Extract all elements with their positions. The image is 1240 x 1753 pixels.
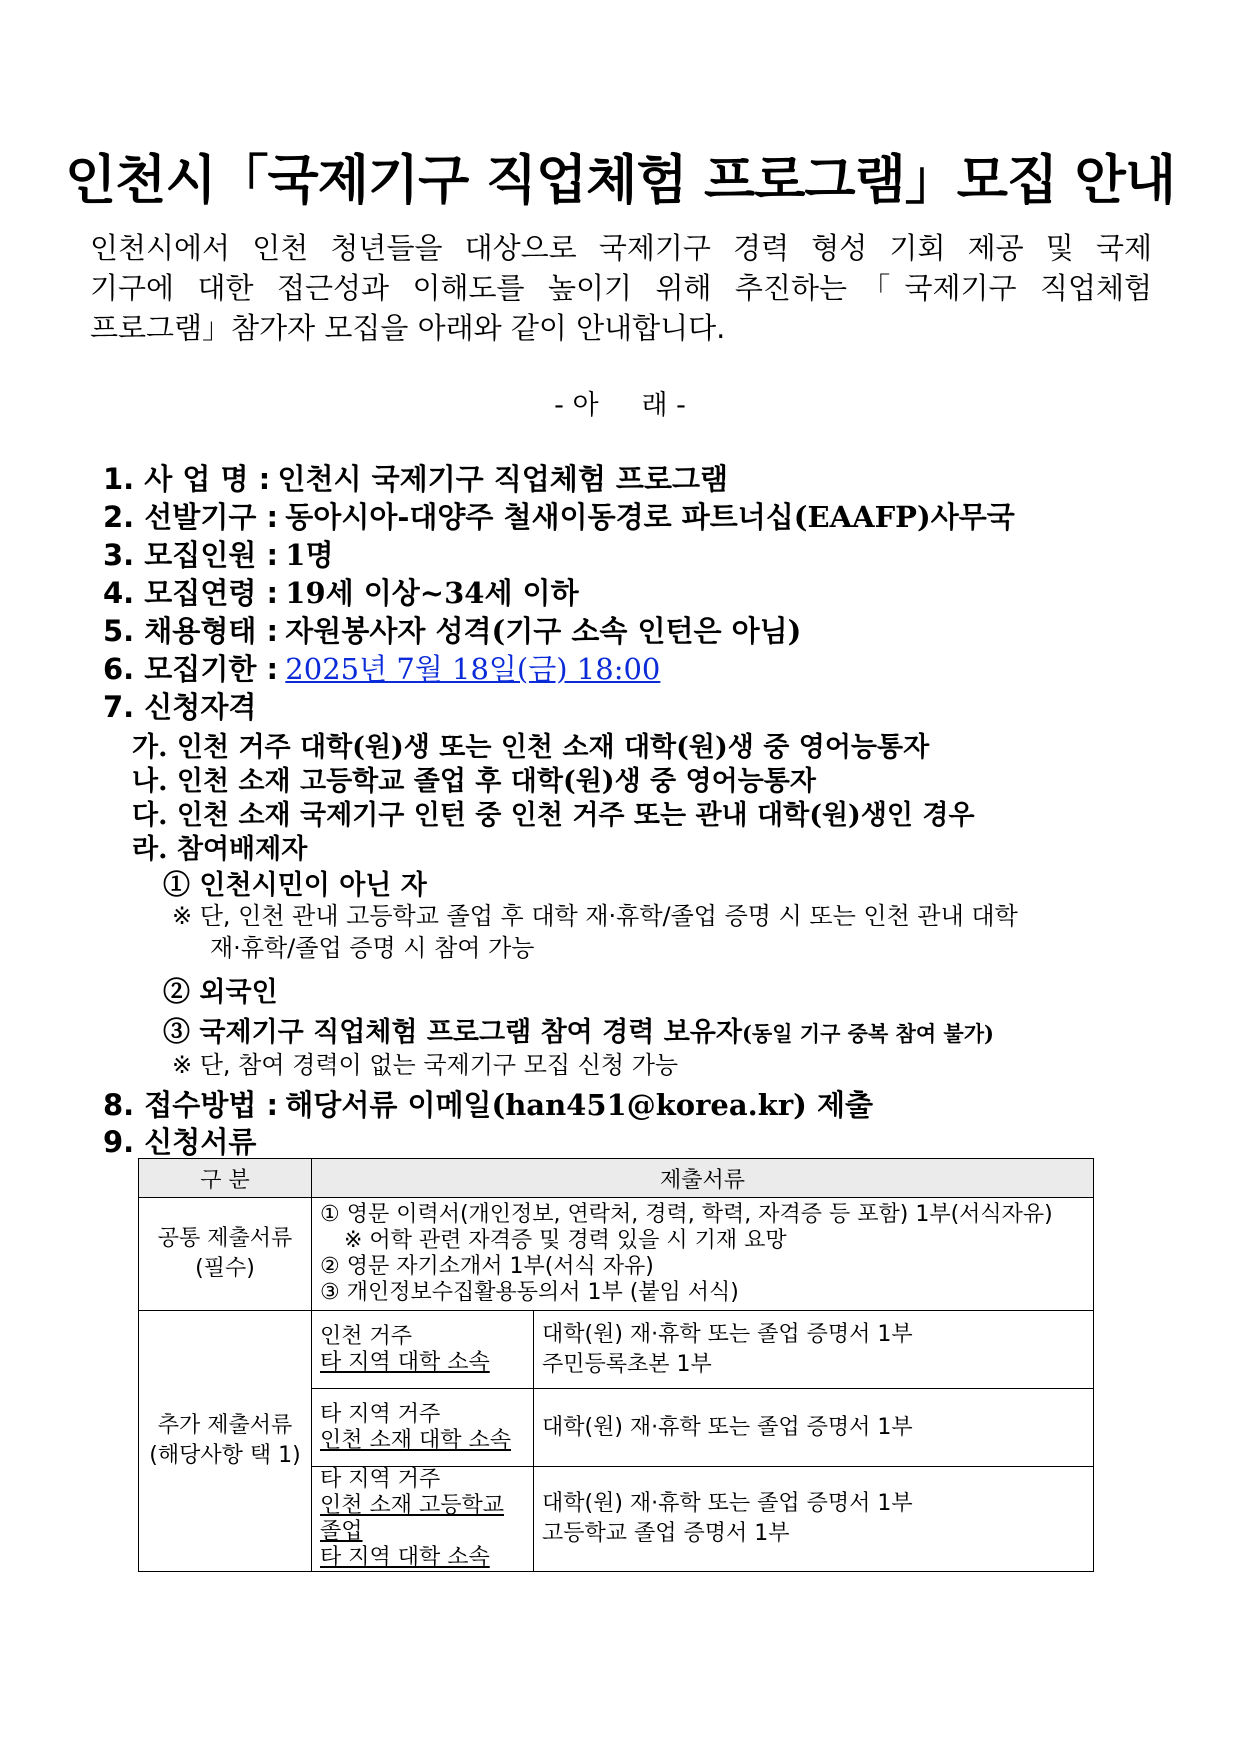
item-eligibility [103, 685, 256, 726]
intro-paragraph [90, 228, 1152, 348]
item-label: 6. 모집기한 : [103, 652, 279, 686]
item-value: 해당서류 이메일(han451@korea.kr) 제출 [285, 1088, 873, 1122]
item-value: 동아시아-대양주 철새이동경로 파트너십(EAAFP)사무국 [285, 500, 1015, 534]
item-recruit-age [103, 571, 579, 612]
item-label: 1. 사 업 명 : [103, 462, 271, 496]
doc-line: 대학(원) 재·휴학 또는 졸업 증명서 1부 [542, 1414, 913, 1440]
item-business-name [103, 457, 728, 498]
doc-line: ① 영문 이력서(개인정보, 연락처, 경력, 학력, 자격증 등 포함) 1부(서식자유) [320, 1202, 1053, 1227]
exclusion-note: ※ 단, 참여 경력이 없는 국제기구 모집 신청 가능 [172, 1051, 679, 1079]
doc-line: ③ 개인정보수집활용동의서 1부 (붙임 서식) [320, 1280, 739, 1305]
item-label: 4. 모집연령 : [103, 576, 279, 610]
note-line: ※ 단, 인천 관내 고등학교 졸업 후 대학 재·휴학/졸업 증명 시 또는 인천 관내 대학 [172, 902, 1018, 930]
item-label: 8. 접수방법 : [103, 1088, 279, 1122]
item-label: 2. 선발기구 : [103, 500, 279, 534]
item-documents [103, 1120, 256, 1161]
eligibility-item: 가. 인천 거주 대학(원)생 또는 인천 소재 대학(원)생 중 영어능통자 [132, 732, 930, 763]
item-employment-type [103, 609, 801, 650]
table-row [139, 1198, 1094, 1311]
common-docs-cell [312, 1198, 1094, 1311]
intro-line: 프로그램」참가자 모집을 아래와 같이 안내합니다. [90, 311, 726, 345]
category-label: 추가 제출서류 [157, 1413, 293, 1438]
item-value: 19세 이상~34세 이하 [285, 576, 579, 610]
arae-heading: - 아 래 - [554, 390, 686, 421]
condition-line: 인천 소재 대학 소속 [320, 1427, 511, 1453]
exclusion-note [172, 900, 1018, 964]
docs-cell [534, 1467, 1094, 1572]
doc-line: 대학(원) 재·휴학 또는 졸업 증명서 1부 [542, 1321, 913, 1347]
condition-line: 인천 거주 [320, 1323, 413, 1349]
item-value: 자원봉사자 성격(기구 소속 인턴은 아님) [285, 614, 802, 648]
condition-cell [312, 1389, 534, 1467]
condition-line: 타 지역 거주 [320, 1401, 441, 1427]
category-cell [139, 1311, 312, 1572]
condition-line: 타 지역 대학 소속 [320, 1349, 490, 1375]
condition-line: 타 지역 대학 소속 [320, 1545, 490, 1570]
doc-line: ※ 어학 관련 자격증 및 경력 있을 시 기재 요망 [344, 1228, 787, 1253]
category-label: (해당사항 택 1) [149, 1443, 301, 1468]
condition-cell [312, 1311, 534, 1389]
item-label: 9. 신청서류 [103, 1125, 257, 1159]
category-label: 공통 제출서류 [157, 1226, 293, 1251]
item-deadline [103, 647, 660, 688]
note-line: 재·휴학/졸업 증명 시 참여 가능 [210, 934, 535, 962]
intro-line: 기구에 대한 접근성과 이해도를 높이기 위해 추진하는「국제기구 직업체험 [90, 271, 1152, 305]
doc-line: ② 영문 자기소개서 1부(서식 자유) [320, 1254, 654, 1279]
item-value: 1명 [285, 538, 334, 572]
docs-cell [534, 1311, 1094, 1389]
exclusion-item: ① 인천시민이 아닌 자 [163, 870, 427, 901]
item-label: 7. 신청자격 [103, 690, 257, 724]
category-cell [139, 1198, 312, 1311]
condition-line: 인천 소재 고등학교 졸업 [320, 1493, 505, 1544]
doc-line: 고등학교 졸업 증명서 1부 [542, 1521, 790, 1546]
page-title: 인천시「국제기구 직업체험 프로그램」모집 안내 [64, 150, 1176, 211]
table-header-category: 구 분 [139, 1159, 312, 1198]
item-recruit-count [103, 533, 334, 574]
item-submission-method [103, 1083, 873, 1124]
exclusion-item [163, 1010, 994, 1049]
documents-table [138, 1158, 1094, 1572]
table-row [139, 1311, 1094, 1389]
condition-line: 타 지역 거주 [320, 1467, 441, 1492]
eligibility-item: 라. 참여배제자 [132, 834, 308, 865]
exclusion-item: ② 외국인 [163, 977, 278, 1008]
doc-line: 대학(원) 재·휴학 또는 졸업 증명서 1부 [542, 1491, 913, 1516]
intro-line: 인천시에서 인천 청년들을 대상으로 국제기구 경력 형성 기회 제공 및 국제 [90, 231, 1152, 265]
category-label: (필수) [195, 1256, 255, 1281]
eligibility-item: 다. 인천 소재 국제기구 인턴 중 인천 거주 또는 관내 대학(원)생인 경우 [132, 800, 975, 831]
deadline-link[interactable]: 2025년 7월 18일(금) 18:00 [285, 652, 661, 686]
item-label: 5. 채용형태 : [103, 614, 279, 648]
doc-line: 주민등록초본 1부 [542, 1351, 712, 1377]
exclusion-text: ③ 국제기구 직업체험 프로그램 참여 경력 보유자 [163, 1017, 742, 1048]
table-header-documents: 제출서류 [312, 1159, 1094, 1198]
docs-cell [534, 1389, 1094, 1467]
eligibility-item: 나. 인천 소재 고등학교 졸업 후 대학(원)생 중 영어능통자 [132, 766, 816, 797]
condition-cell [312, 1467, 534, 1572]
item-value: 인천시 국제기구 직업체험 프로그램 [277, 462, 728, 496]
item-selecting-org [103, 495, 1015, 536]
exclusion-small-text: (동일 기구 중복 참여 불가) [741, 1021, 994, 1046]
table-header-row [139, 1159, 1094, 1198]
item-label: 3. 모집인원 : [103, 538, 279, 572]
